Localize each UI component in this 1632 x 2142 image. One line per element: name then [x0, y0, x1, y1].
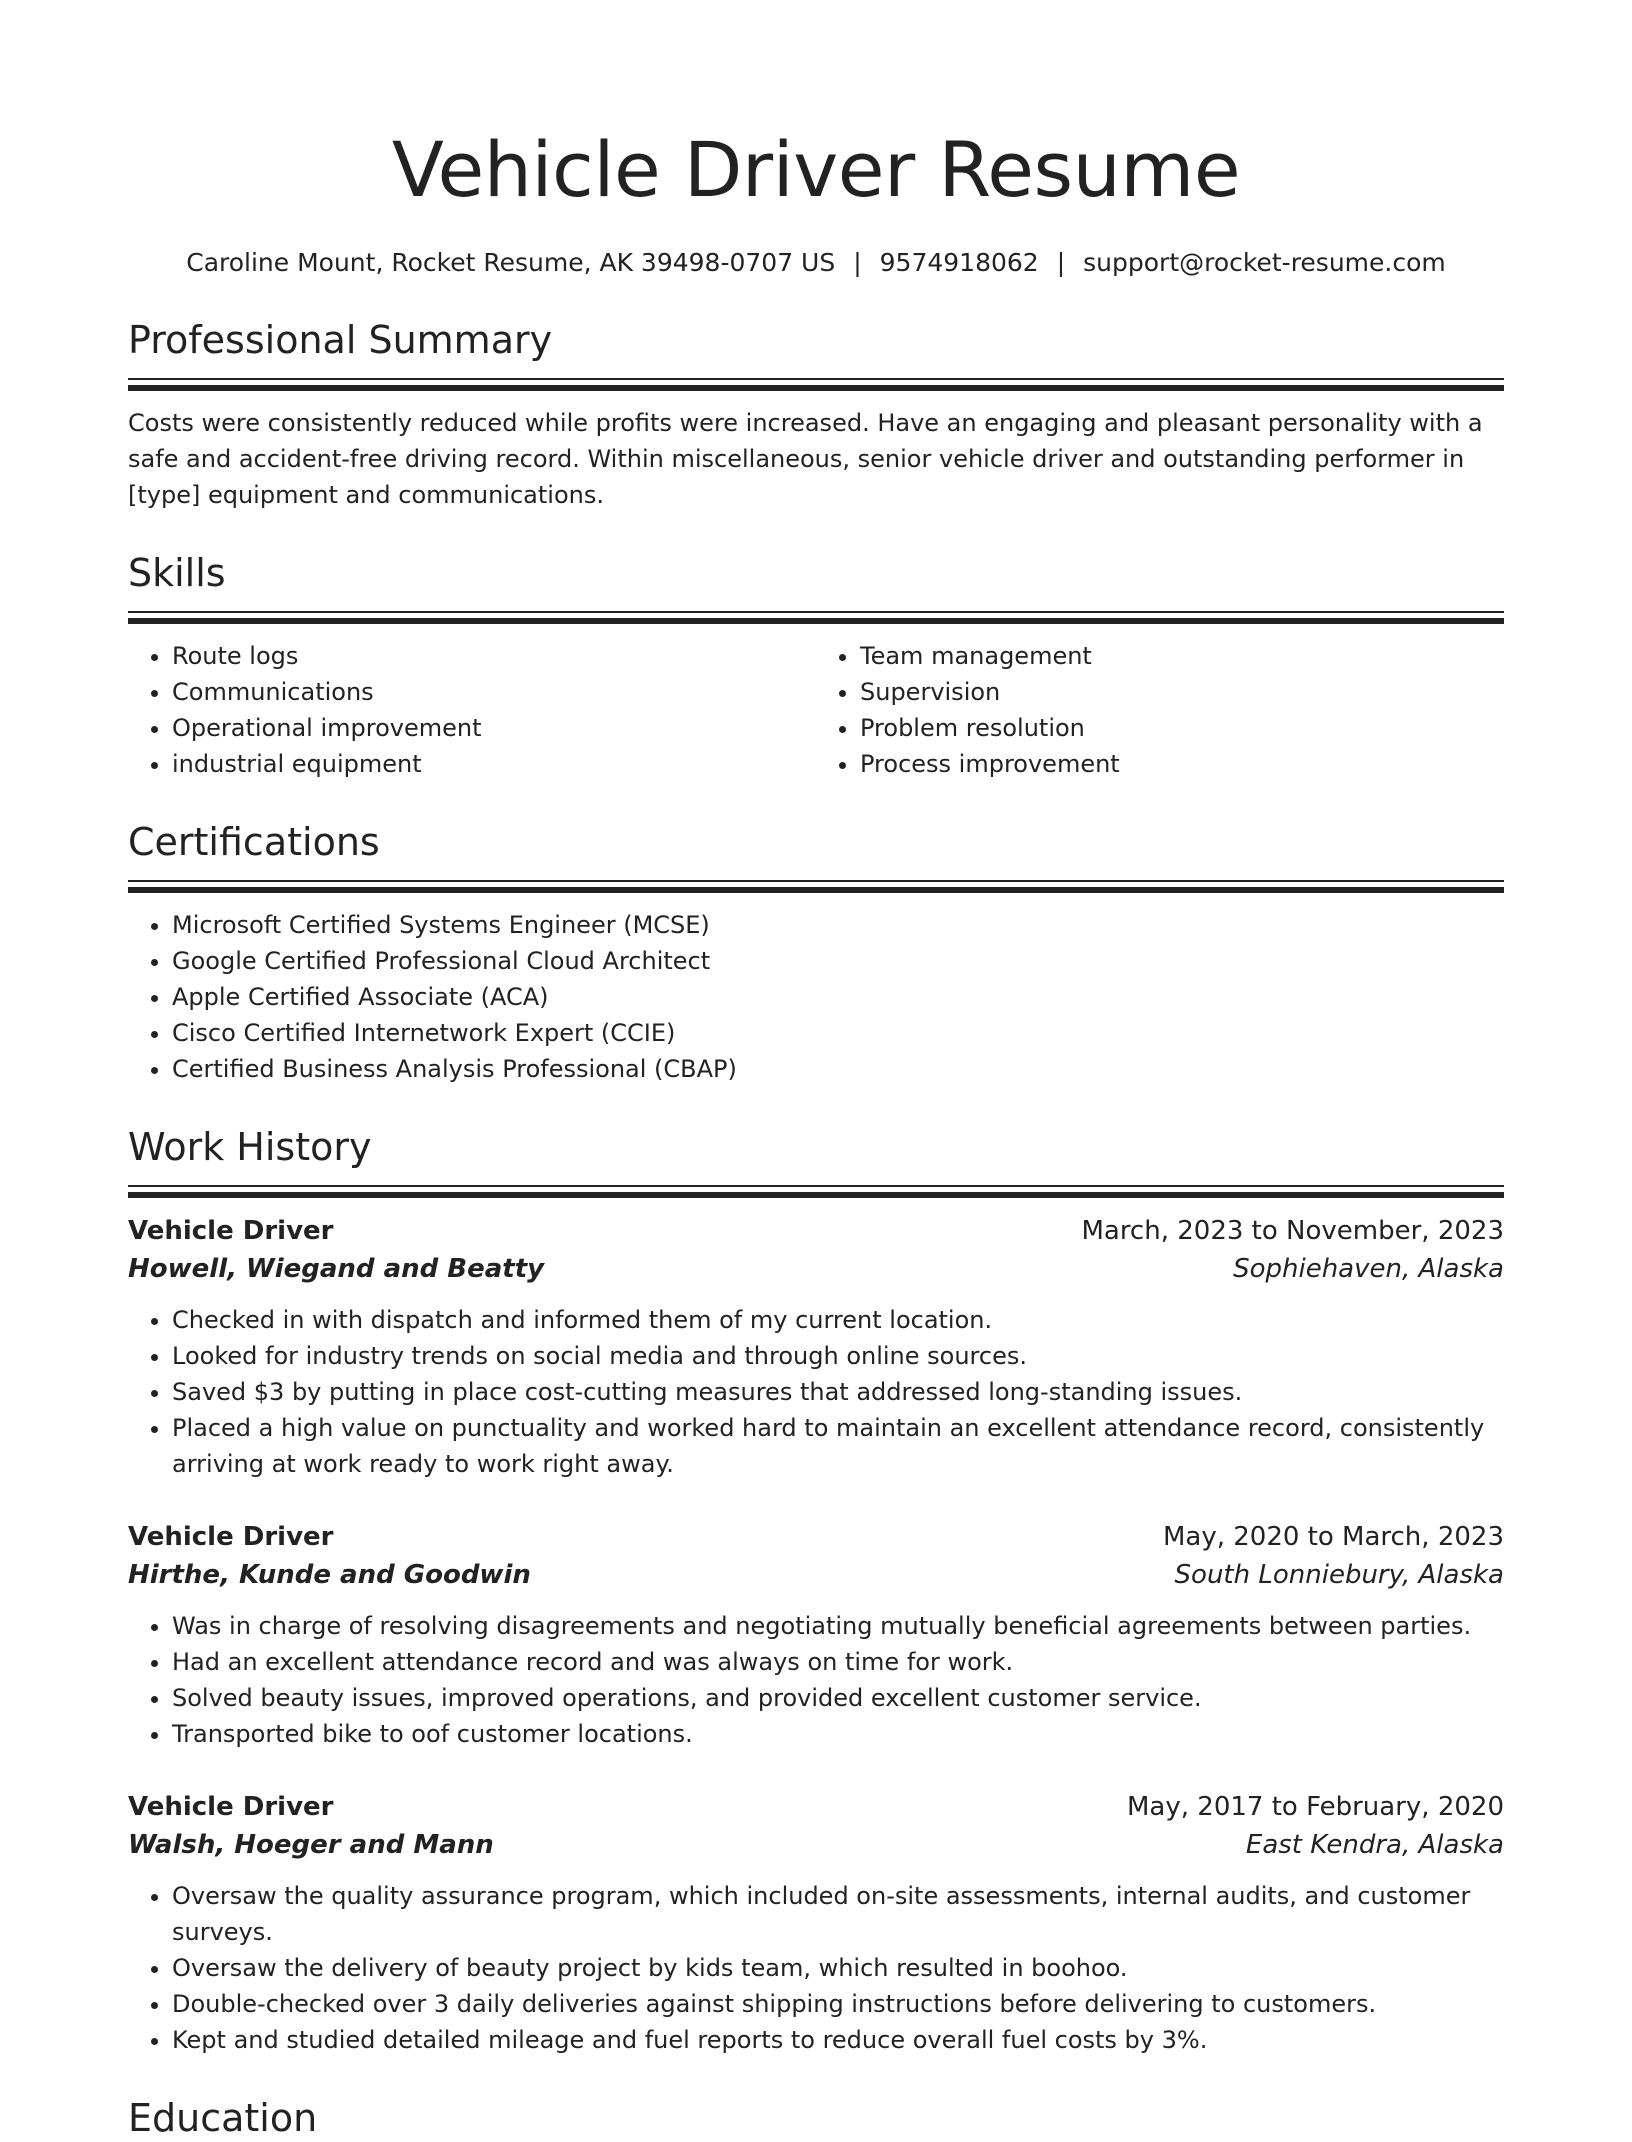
job-bullets	[128, 1878, 1504, 2058]
job-header	[128, 1518, 1504, 1556]
job-bullets	[128, 1608, 1504, 1752]
section-rule	[128, 880, 1504, 882]
job-bullet: • Solved beauty issues, improved operations, and provided excellent customer service.	[172, 1680, 1504, 1716]
contact-phone: 9574918062	[879, 248, 1039, 277]
certification-item: • Cisco Certified Internetwork Expert (CCIE)	[172, 1015, 1504, 1051]
certifications-section	[128, 818, 1504, 1087]
job-bullet: • Checked in with dispatch and informed them of my current location.	[172, 1302, 1504, 1338]
job-title: Vehicle Driver	[128, 1216, 334, 1246]
contact-address: Caroline Mount, Rocket Resume, AK 39498-0707 US	[186, 248, 836, 277]
certifications-list	[128, 907, 1504, 1087]
section-rule-thick	[128, 887, 1504, 893]
education-section	[128, 2094, 1504, 2142]
job-subheader	[128, 1826, 1504, 1864]
contact-separator: |	[1056, 248, 1066, 277]
job-subheader	[128, 1556, 1504, 1594]
contact-email: support@rocket-resume.com	[1083, 248, 1446, 277]
skill-item: • Problem resolution	[860, 710, 1504, 746]
job-company: Howell, Wiegand and Beatty	[128, 1254, 545, 1284]
skills-list-right	[816, 638, 1504, 782]
job-bullet: • Placed a high value on punctuality and worked hard to maintain an excellent attendance record, consistently arriving at work ready to work right away.	[172, 1410, 1504, 1482]
section-heading: Professional Summary	[128, 318, 553, 362]
job-entry	[128, 1518, 1504, 1752]
section-rule	[128, 378, 1504, 380]
page-title: Vehicle Driver Resume	[391, 125, 1241, 214]
job-bullet: • Saved $3 by putting in place cost-cutting measures that addressed long-standing issues.	[172, 1374, 1504, 1410]
contact-separator: |	[853, 248, 862, 277]
skill-item: • Process improvement	[860, 746, 1504, 782]
summary-section	[128, 316, 1504, 513]
job-bullet: • Looked for industry trends on social media and through online sources.	[172, 1338, 1504, 1374]
job-company: Hirthe, Kunde and Goodwin	[128, 1560, 531, 1590]
skill-item: • Route logs	[172, 638, 816, 674]
job-bullet: • Oversaw the delivery of beauty project by kids team, which resulted in boohoo.	[172, 1950, 1504, 1986]
skills-grid	[128, 638, 1504, 782]
skills-section	[128, 549, 1504, 782]
section-heading: Skills	[128, 551, 226, 595]
job-location: East Kendra, Alaska	[1245, 1830, 1504, 1860]
certification-item: • Google Certified Professional Cloud Architect	[172, 943, 1504, 979]
job-bullet: • Double-checked over 3 daily deliveries against shipping instructions before delivering to customers.	[172, 1986, 1504, 2022]
certification-item: • Apple Certified Associate (ACA)	[172, 979, 1504, 1015]
section-rule-thick	[128, 618, 1504, 624]
job-location: South Lonniebury, Alaska	[1174, 1560, 1504, 1590]
job-bullet: • Transported bike to oof customer locations.	[172, 1716, 1504, 1752]
skills-list-left	[128, 638, 816, 782]
job-dates: May, 2020 to March, 2023	[1162, 1522, 1504, 1552]
section-rule-thick	[128, 385, 1504, 391]
section-heading: Work History	[128, 1125, 372, 1169]
section-heading: Certifications	[128, 820, 380, 864]
job-bullet: • Had an excellent attendance record and was always on time for work.	[172, 1644, 1504, 1680]
summary-text: Costs were consistently reduced while profits were increased. Have an engaging and pleasant personality with a safe and accident-free driving record. Within miscellaneous, senior vehicle driver and outstanding performer in [type] equipment and communications.	[128, 409, 1483, 509]
section-rule	[128, 611, 1504, 613]
job-header	[128, 1212, 1504, 1250]
skill-item: • Operational improvement	[172, 710, 816, 746]
certification-item: • Microsoft Certified Systems Engineer (MCSE)	[172, 907, 1504, 943]
job-entry	[128, 1212, 1504, 1482]
section-heading: Education	[128, 2096, 318, 2140]
skill-item: • Communications	[172, 674, 816, 710]
job-title: Vehicle Driver	[128, 1792, 334, 1822]
job-title: Vehicle Driver	[128, 1522, 334, 1552]
job-bullet: • Oversaw the quality assurance program, which included on-site assessments, internal audits, and customer surveys.	[172, 1878, 1504, 1950]
job-company: Walsh, Hoeger and Mann	[128, 1830, 494, 1860]
section-rule	[128, 1185, 1504, 1187]
job-dates: March, 2023 to November, 2023	[1081, 1216, 1504, 1246]
work-history-section	[128, 1123, 1504, 2058]
skill-item: • industrial equipment	[172, 746, 816, 782]
job-header	[128, 1788, 1504, 1826]
skill-item: • Team management	[860, 638, 1504, 674]
job-entry	[128, 1788, 1504, 2058]
job-bullets	[128, 1302, 1504, 1482]
job-bullet: • Was in charge of resolving disagreements and negotiating mutually beneficial agreements between parties.	[172, 1608, 1504, 1644]
job-subheader	[128, 1250, 1504, 1288]
section-rule-thick	[128, 1192, 1504, 1198]
job-dates: May, 2017 to February, 2020	[1127, 1792, 1504, 1822]
certification-item: • Certified Business Analysis Professional (CBAP)	[172, 1051, 1504, 1087]
job-bullet: • Kept and studied detailed mileage and fuel reports to reduce overall fuel costs by 3%.	[172, 2022, 1504, 2058]
contact-line	[128, 246, 1504, 280]
skill-item: • Supervision	[860, 674, 1504, 710]
job-location: Sophiehaven, Alaska	[1233, 1254, 1504, 1284]
